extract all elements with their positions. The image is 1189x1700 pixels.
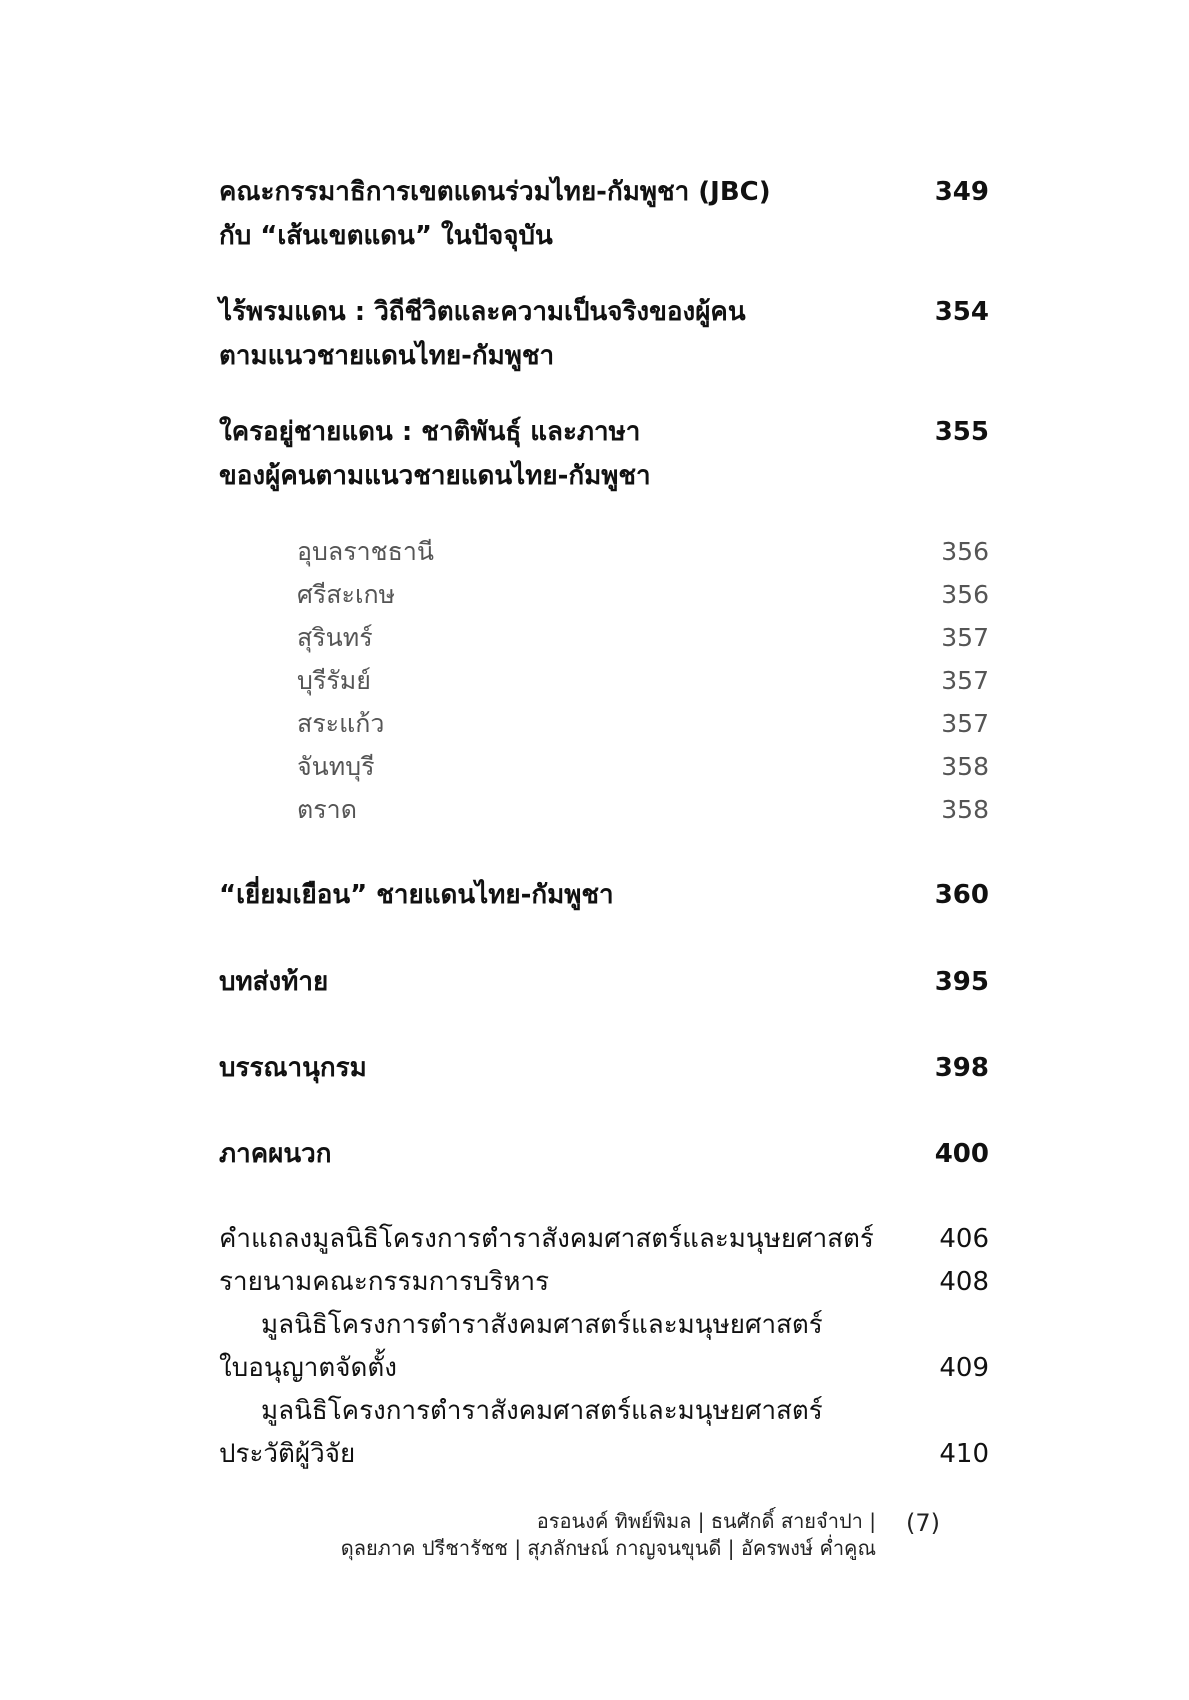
toc-entry-title-line: บทส่งท้าย [219, 967, 329, 997]
appendix-entry-title-line: รายนามคณะกรรมการบริหาร [219, 1267, 550, 1297]
appendix-entry-page: 410 [939, 1439, 989, 1469]
appendix-entry-page: 406 [939, 1224, 989, 1254]
toc-entry-title-line: คณะกรรมาธิการเขตแดนร่วมไทย-กัมพูชา (JBC) [219, 177, 771, 207]
toc-entry-title-line: บรรณานุกรม [219, 1053, 367, 1083]
toc-subentry-title: สระแก้ว [297, 709, 385, 738]
page-number: (7) [906, 1509, 940, 1537]
toc-entry-title [219, 1132, 331, 1176]
toc-entry-page: 349 [934, 177, 989, 207]
appendix-entry-title-line: มูลนิธิโครงการตำราสังคมศาสตร์และมนุษยศาสตร์ [261, 1396, 823, 1426]
appendix-entry-title [219, 1218, 874, 1261]
toc-subentry-page: 356 [941, 537, 989, 566]
footer-authors-line: ดุลยภาค ปรีชารัชช | สุภลักษณ์ กาญจนขุนดี | อัครพงษ์ ค่ำคูณ [340, 1536, 876, 1560]
toc-subentry-title: ตราด [297, 795, 357, 824]
toc-entry-title [219, 960, 328, 1004]
toc-entry-title [219, 873, 614, 917]
toc-subentry-page: 358 [941, 795, 989, 824]
toc-entry-title [219, 1046, 367, 1090]
appendix-entry-title-line: ประวัติผู้วิจัย [219, 1439, 356, 1469]
toc-subentry-page: 358 [941, 752, 989, 781]
toc-entry-title-line: กับ “เส้นเขตแดน” ในปัจจุบัน [219, 221, 553, 251]
toc-entry-title-line: ภาคผนวก [219, 1139, 332, 1169]
toc-entry-page: 354 [934, 297, 989, 327]
toc-entry-title-line: “เยี่ยมเยือน” ชายแดนไทย-กัมพูชา [219, 880, 614, 910]
toc-subentry-title: บุรีรัมย์ [297, 666, 371, 695]
appendix-entry-title-line: มูลนิธิโครงการตำราสังคมศาสตร์และมนุษยศาสตร์ [261, 1310, 823, 1340]
toc-entry-title [219, 290, 746, 378]
appendix-entry-title [219, 1347, 823, 1433]
toc-subentry-title: ศรีสะเกษ [297, 580, 396, 609]
toc-subentry-title: สุรินทร์ [297, 623, 373, 652]
toc-entry-title-line: ไร้พรมแดน : วิถีชีวิตและความเป็นจริงของผู้คน [219, 297, 746, 327]
footer-authors [341, 1508, 876, 1562]
toc-entry-page: 398 [934, 1053, 989, 1083]
appendix-entry-page: 408 [939, 1267, 989, 1297]
toc-entry-page: 395 [934, 967, 989, 997]
toc-entry-title-line: ใครอยู่ชายแดน : ชาติพันธุ์ และภาษา [219, 417, 641, 447]
toc-entry-title [219, 170, 771, 258]
footer-authors-line: อรอนงค์ ทิพย์พิมล | ธนศักดิ์ สายจำปา | [536, 1509, 876, 1533]
appendix-entry-title [219, 1261, 823, 1347]
toc-subentry-title: จันทบุรี [297, 752, 375, 781]
toc-entry-title [219, 410, 651, 498]
appendix-entry-title-line: ใบอนุญาตจัดตั้ง [219, 1353, 397, 1383]
toc-entry-page: 400 [934, 1139, 989, 1169]
page-footer [340, 1508, 940, 1578]
toc-subentry-page: 357 [941, 623, 989, 652]
appendix-entry-title-line: คำแถลงมูลนิธิโครงการตำราสังคมศาสตร์และมนุษยศาสตร์ [219, 1224, 874, 1254]
toc-entry-page: 360 [934, 880, 989, 910]
toc-subentry-page: 356 [941, 580, 989, 609]
toc-subentry-page: 357 [941, 709, 989, 738]
appendix-entry-title [219, 1433, 355, 1476]
toc-entry-title-line: ตามแนวชายแดนไทย-กัมพูชา [219, 341, 555, 371]
toc-entry-title-line: ของผู้คนตามแนวชายแดนไทย-กัมพูชา [219, 461, 651, 491]
toc-entry-page: 355 [934, 417, 989, 447]
appendix-entry-page: 409 [939, 1353, 989, 1383]
toc-subentry-title: อุบลราชธานี [297, 537, 435, 566]
toc-subentry-page: 357 [941, 666, 989, 695]
